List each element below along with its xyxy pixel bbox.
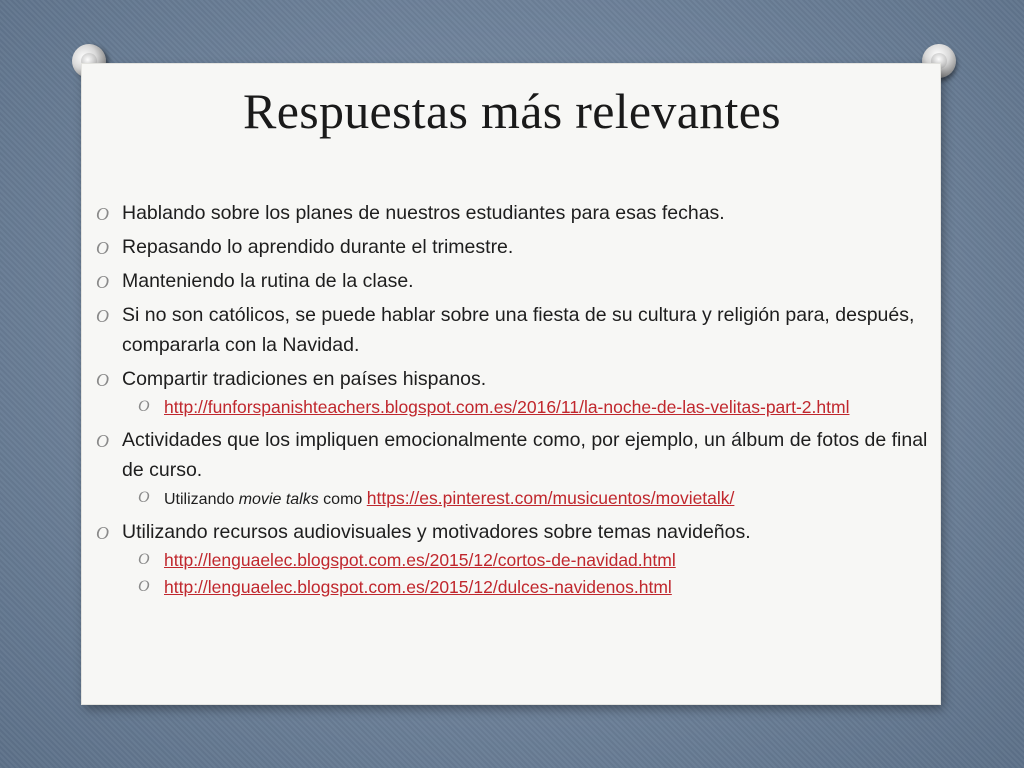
bullet-text: Hablando sobre los planes de nuestros estudiantes para esas fechas. — [122, 202, 725, 224]
bullet-marker-icon: O — [96, 272, 109, 292]
sub-bullet-item — [96, 487, 936, 511]
bullet-text: Compartir tradiciones en países hispanos. — [122, 368, 487, 390]
bullet-marker-icon: O — [96, 523, 109, 543]
bullet-item — [96, 232, 936, 262]
velitas-link[interactable]: http://funforspanishteachers.blogspot.com.es/2016/11/la-noche-de-las-velitas-part-2.html — [164, 397, 850, 417]
sub-bullet-item — [96, 549, 936, 572]
bullet-item — [96, 425, 936, 485]
bullet-item — [96, 266, 936, 296]
slide-title: Respuestas más relevantes — [243, 83, 781, 139]
bullet-marker-icon: O — [96, 306, 109, 326]
sub-bullet-prefix: Utilizando — [164, 491, 239, 508]
dulces-navidenos-link[interactable]: http://lenguaelec.blogspot.com.es/2015/12/dulces-navidenos.html — [164, 577, 672, 597]
bullet-text: Utilizando recursos audiovisuales y motivadores sobre temas navideños. — [122, 521, 751, 543]
bullet-list — [96, 198, 936, 605]
bullet-item — [96, 517, 936, 547]
movietalk-link[interactable]: https://es.pinterest.com/musicuentos/movietalk/ — [366, 488, 735, 508]
bullet-text: Actividades que los impliquen emocionalmente como, por ejemplo, un álbum de fotos de final de curso. — [122, 429, 928, 481]
sub-bullet-marker-icon: O — [138, 398, 150, 415]
bullet-text: Manteniendo la rutina de la clase. — [122, 270, 414, 292]
cortos-navidad-link[interactable]: http://lenguaelec.blogspot.com.es/2015/12/cortos-de-navidad.html — [164, 550, 676, 570]
bullet-text: Repasando lo aprendido durante el trimestre. — [122, 236, 514, 258]
sub-bullet-middle: como — [318, 491, 367, 508]
sub-bullet-item — [96, 576, 936, 599]
bullet-marker-icon: O — [96, 238, 109, 258]
bullet-marker-icon: O — [96, 431, 109, 451]
sub-bullet-marker-icon: O — [138, 578, 150, 595]
sub-bullet-marker-icon: O — [138, 551, 150, 568]
bullet-item — [96, 198, 936, 228]
bullet-marker-icon: O — [96, 204, 109, 224]
sub-bullet-emphasis: movie talks — [238, 491, 319, 508]
sub-bullet-item — [96, 396, 936, 419]
bullet-text: Si no son católicos, se puede hablar sobre una fiesta de su cultura y religión para, después, compararla con la Navidad. — [122, 304, 915, 356]
bullet-marker-icon: O — [96, 370, 109, 390]
bullet-item — [96, 364, 936, 394]
bullet-item — [96, 300, 936, 360]
sub-bullet-marker-icon: O — [138, 489, 150, 506]
